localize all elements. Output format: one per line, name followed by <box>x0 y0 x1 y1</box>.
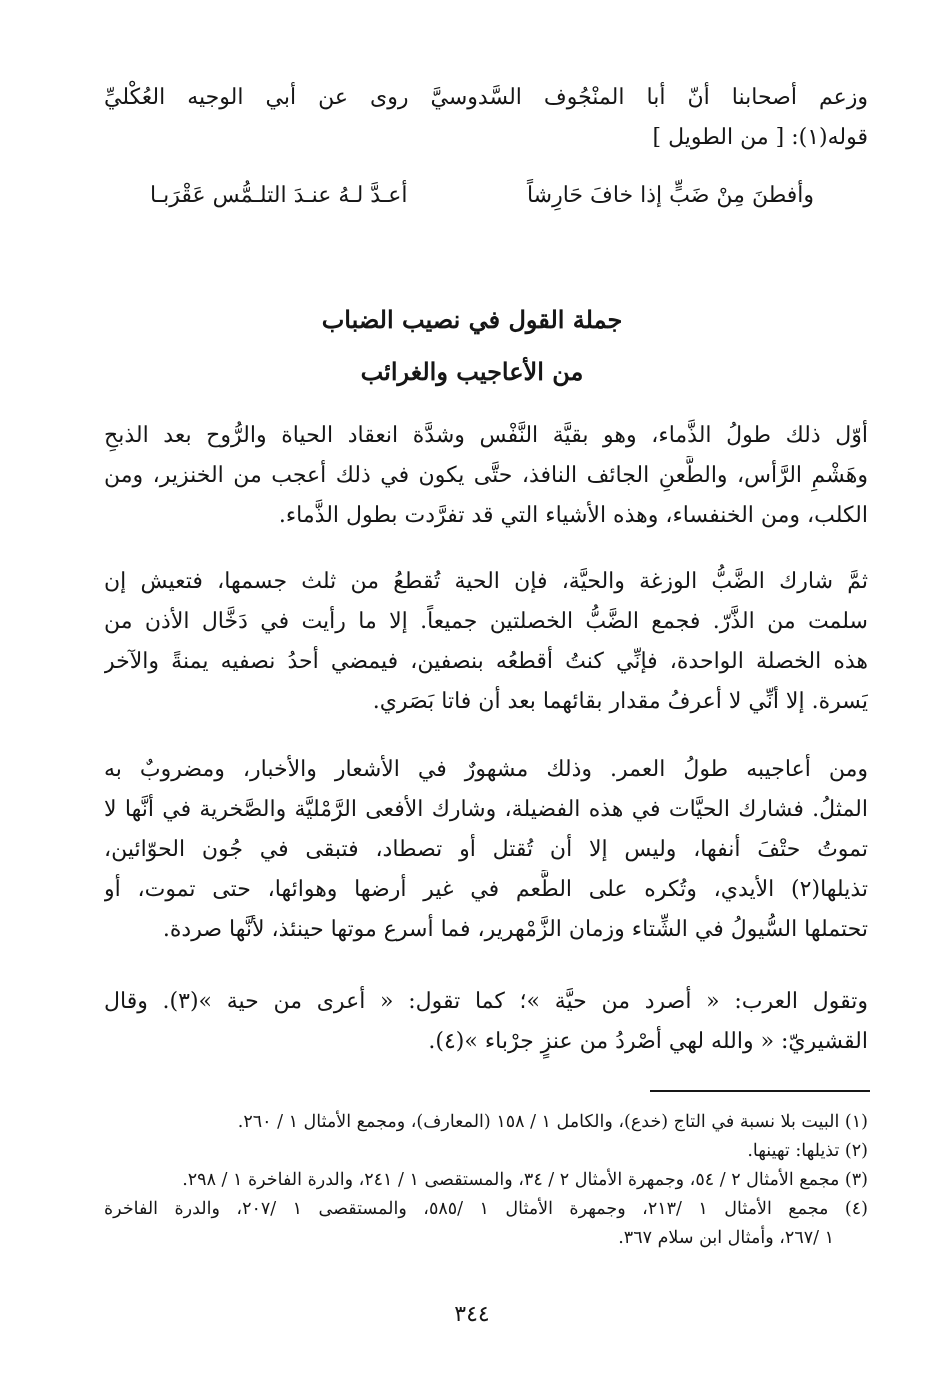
section-subheading: من الأعاجيب والغرائب <box>360 357 584 386</box>
intro-text <box>104 78 868 158</box>
paragraph-line: تحتملها السُّيولُ في الشِّتاء وزمان الزَّمْهرير، فما أسرع موتها حينئذ، لأنَّها صردة. <box>162 917 868 942</box>
paragraph-line: تموتُ حتْفَ أنفها، وليس إلا أن تُقتل أو تصطاد، فتبقى في جُون الحوّائين، <box>104 837 868 862</box>
paragraph-line: يَسرة. إلا أنِّي لا أعرفُ مقدار بقائهما بعد أن فاتا بَصَري. <box>372 689 868 714</box>
paragraph <box>104 416 868 536</box>
paragraph-line: الكلب، ومن الخنفساء، وهذه الأشياء التي قد تفرَّدت بطول الذَّماء. <box>278 503 868 528</box>
verse-second-hemistich: أعـدَّ لـهُ عنـدَ التلـمُّس عَقْرَبـا <box>150 183 408 208</box>
paragraph-line: المثلُ. فشارك الحيَّات في هذه الفضيلة، وشارك الأفعى الرَّمْليَّة والصَّخرية في أنَّها لا <box>104 797 868 822</box>
footnotes <box>104 1108 868 1253</box>
paragraph <box>104 562 868 722</box>
paragraph-line: هذه الخصلة الواحدة، فإنِّي كنتُ أقطعُه بنصفين، فيمضي أحدُ نصفيه يمنةً والآخر <box>104 649 868 674</box>
footnote: (٤) مجمع الأمثال ١ /٢١٣، وجمهرة الأمثال ١ /٥٨٥، والمستقصى ١ /٢٠٧، والدرة الفاخرة <box>104 1199 868 1219</box>
paragraph-line: وتقول العرب: « أصرد من حيَّة »؛ كما تقول: « أعرى من حية »(٣). وقال <box>104 989 868 1014</box>
paragraph-line: سلمت من الذَّرّ. فجمع الضَّبُّ الخصلتين جميعاً. إلا ما رأيت في دَخَّال الأذن من <box>104 609 868 634</box>
intro-line: قوله(١): [ من الطويل ] <box>652 125 868 150</box>
footnote-continuation: ١ /٢٦٧، وأمثال ابن سلام ٣٦٧. <box>618 1228 834 1248</box>
paragraph-line: ثمَّ شارك الضَّبُّ الوزغة والحيَّة، فإن الحية تُقطعُ من ثلث جسمها، فتعيش إن <box>104 569 868 594</box>
section-heading: جملة القول في نصيب الضباب <box>321 305 623 334</box>
paragraph-line: أوّل ذلك طولُ الذَّماء، وهو بقيَّة النَّفْس وشدَّة انعقاد الحياة والرُّوح بعد الذبحِ <box>104 423 868 448</box>
paragraph <box>104 982 868 1062</box>
footnote-separator <box>650 1090 870 1092</box>
page-number: ٣٤٤ <box>454 1302 490 1327</box>
paragraph-line: ومن أعاجيبه طولُ العمر. وذلك مشهورٌ في الأشعار والأخبار، ومضروبٌ به <box>104 757 868 782</box>
poem-verse <box>150 174 814 218</box>
paragraph-line: تذيلها(٢) الأيدي، وتُكره على الطَّعم في غير أرضها وهوائها، حتى تموت، أو <box>104 877 868 902</box>
footnote: (١) البيت بلا نسبة في التاج (خدع)، والكامل ١ / ١٥٨ (المعارف)، ومجمع الأمثال ١ / ٢٦٠. <box>237 1112 868 1132</box>
intro-line: وزعم أصحابنا أنّ أبا المنْجُوف السَّدوسيَّ روى عن أبي الوجيه العُكْليِّ <box>104 85 868 110</box>
paragraph <box>104 750 868 950</box>
verse-first-hemistich: وأفطنَ مِنْ ضَبٍّ إذا خافَ حَارِشاً <box>526 183 814 208</box>
footnote: (٣) مجمع الأمثال ٢ / ٥٤، وجمهرة الأمثال ٢ / ٣٤، والمستقصى ١ / ٢٤١، والدرة الفاخرة ١ / ٢٩٨. <box>182 1170 868 1190</box>
footnote: (٢) تذيلها: تهينها. <box>747 1141 868 1161</box>
paragraph-line: القشيريّ: « والله لهي أصْردُ من عنزٍ جرْباء »(٤). <box>428 1029 868 1054</box>
paragraph-line: وهَشْمِ الرَّأس، والطَّعنِ الجائف النافذ، حتَّى يكون في ذلك أعجب من الخنزير، ومن <box>104 463 868 488</box>
